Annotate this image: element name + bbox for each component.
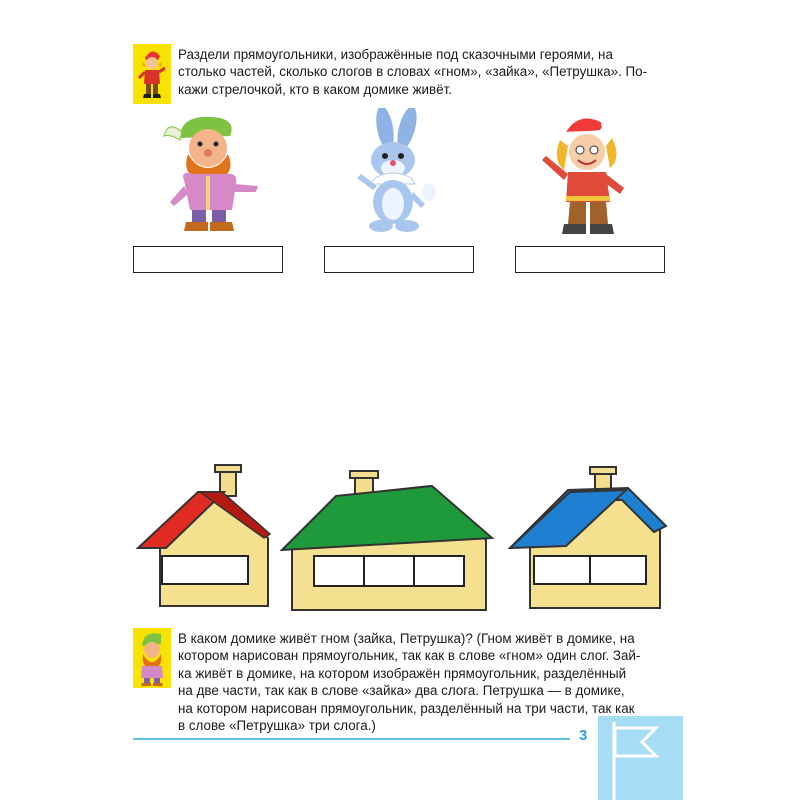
task-line: Раздели прямоугольники, изображённые под сказочными героями, на xyxy=(178,47,613,62)
corner-block xyxy=(598,716,683,800)
gnome-icon xyxy=(133,628,171,688)
answer-line: на котором нарисован прямоугольник, разделённый на три части, так как xyxy=(178,700,635,716)
answer-text xyxy=(178,630,665,734)
answer-line: в слове «Петрушка» три слога.) xyxy=(178,718,376,734)
roof xyxy=(282,486,492,550)
house-red xyxy=(138,465,270,606)
answer-line: котором нарисован прямоугольник, так как в слове «гном» один слог. Зай- xyxy=(178,648,641,664)
gnome-illustration xyxy=(160,110,265,235)
bunny-illustration xyxy=(345,108,445,236)
task-icon xyxy=(133,44,171,104)
syllable-rect-petrushka[interactable] xyxy=(515,246,665,273)
house-blue xyxy=(510,467,666,608)
petrushka-icon xyxy=(133,44,171,104)
answer-line: на две части, так как в слове «зайка» два слога. Петрушка — в домике, xyxy=(178,683,625,699)
answer-line: ка живёт в домике, на котором изображён прямоугольник, разделённый xyxy=(178,665,627,681)
answer-line: В каком домике живёт гном (зайка, Петрушка)? (Гном живёт в домике, на xyxy=(178,631,635,646)
houses-illustration xyxy=(125,455,675,615)
footer-rule xyxy=(133,738,570,740)
syllable-rect-bunny[interactable] xyxy=(324,246,474,273)
house-green xyxy=(282,471,492,610)
page-number: 3 xyxy=(579,727,588,744)
flag-icon xyxy=(598,716,683,800)
syllable-rect-gnome[interactable] xyxy=(133,246,283,273)
task-text xyxy=(178,46,665,98)
petrushka-illustration xyxy=(538,110,643,242)
task-line: кажи стрелочкой, кто в каком домике живёт. xyxy=(178,81,452,97)
task-line: столько частей, сколько слогов в словах «гном», «зайка», «Петрушка». По- xyxy=(178,64,648,80)
answer-icon xyxy=(133,628,171,688)
